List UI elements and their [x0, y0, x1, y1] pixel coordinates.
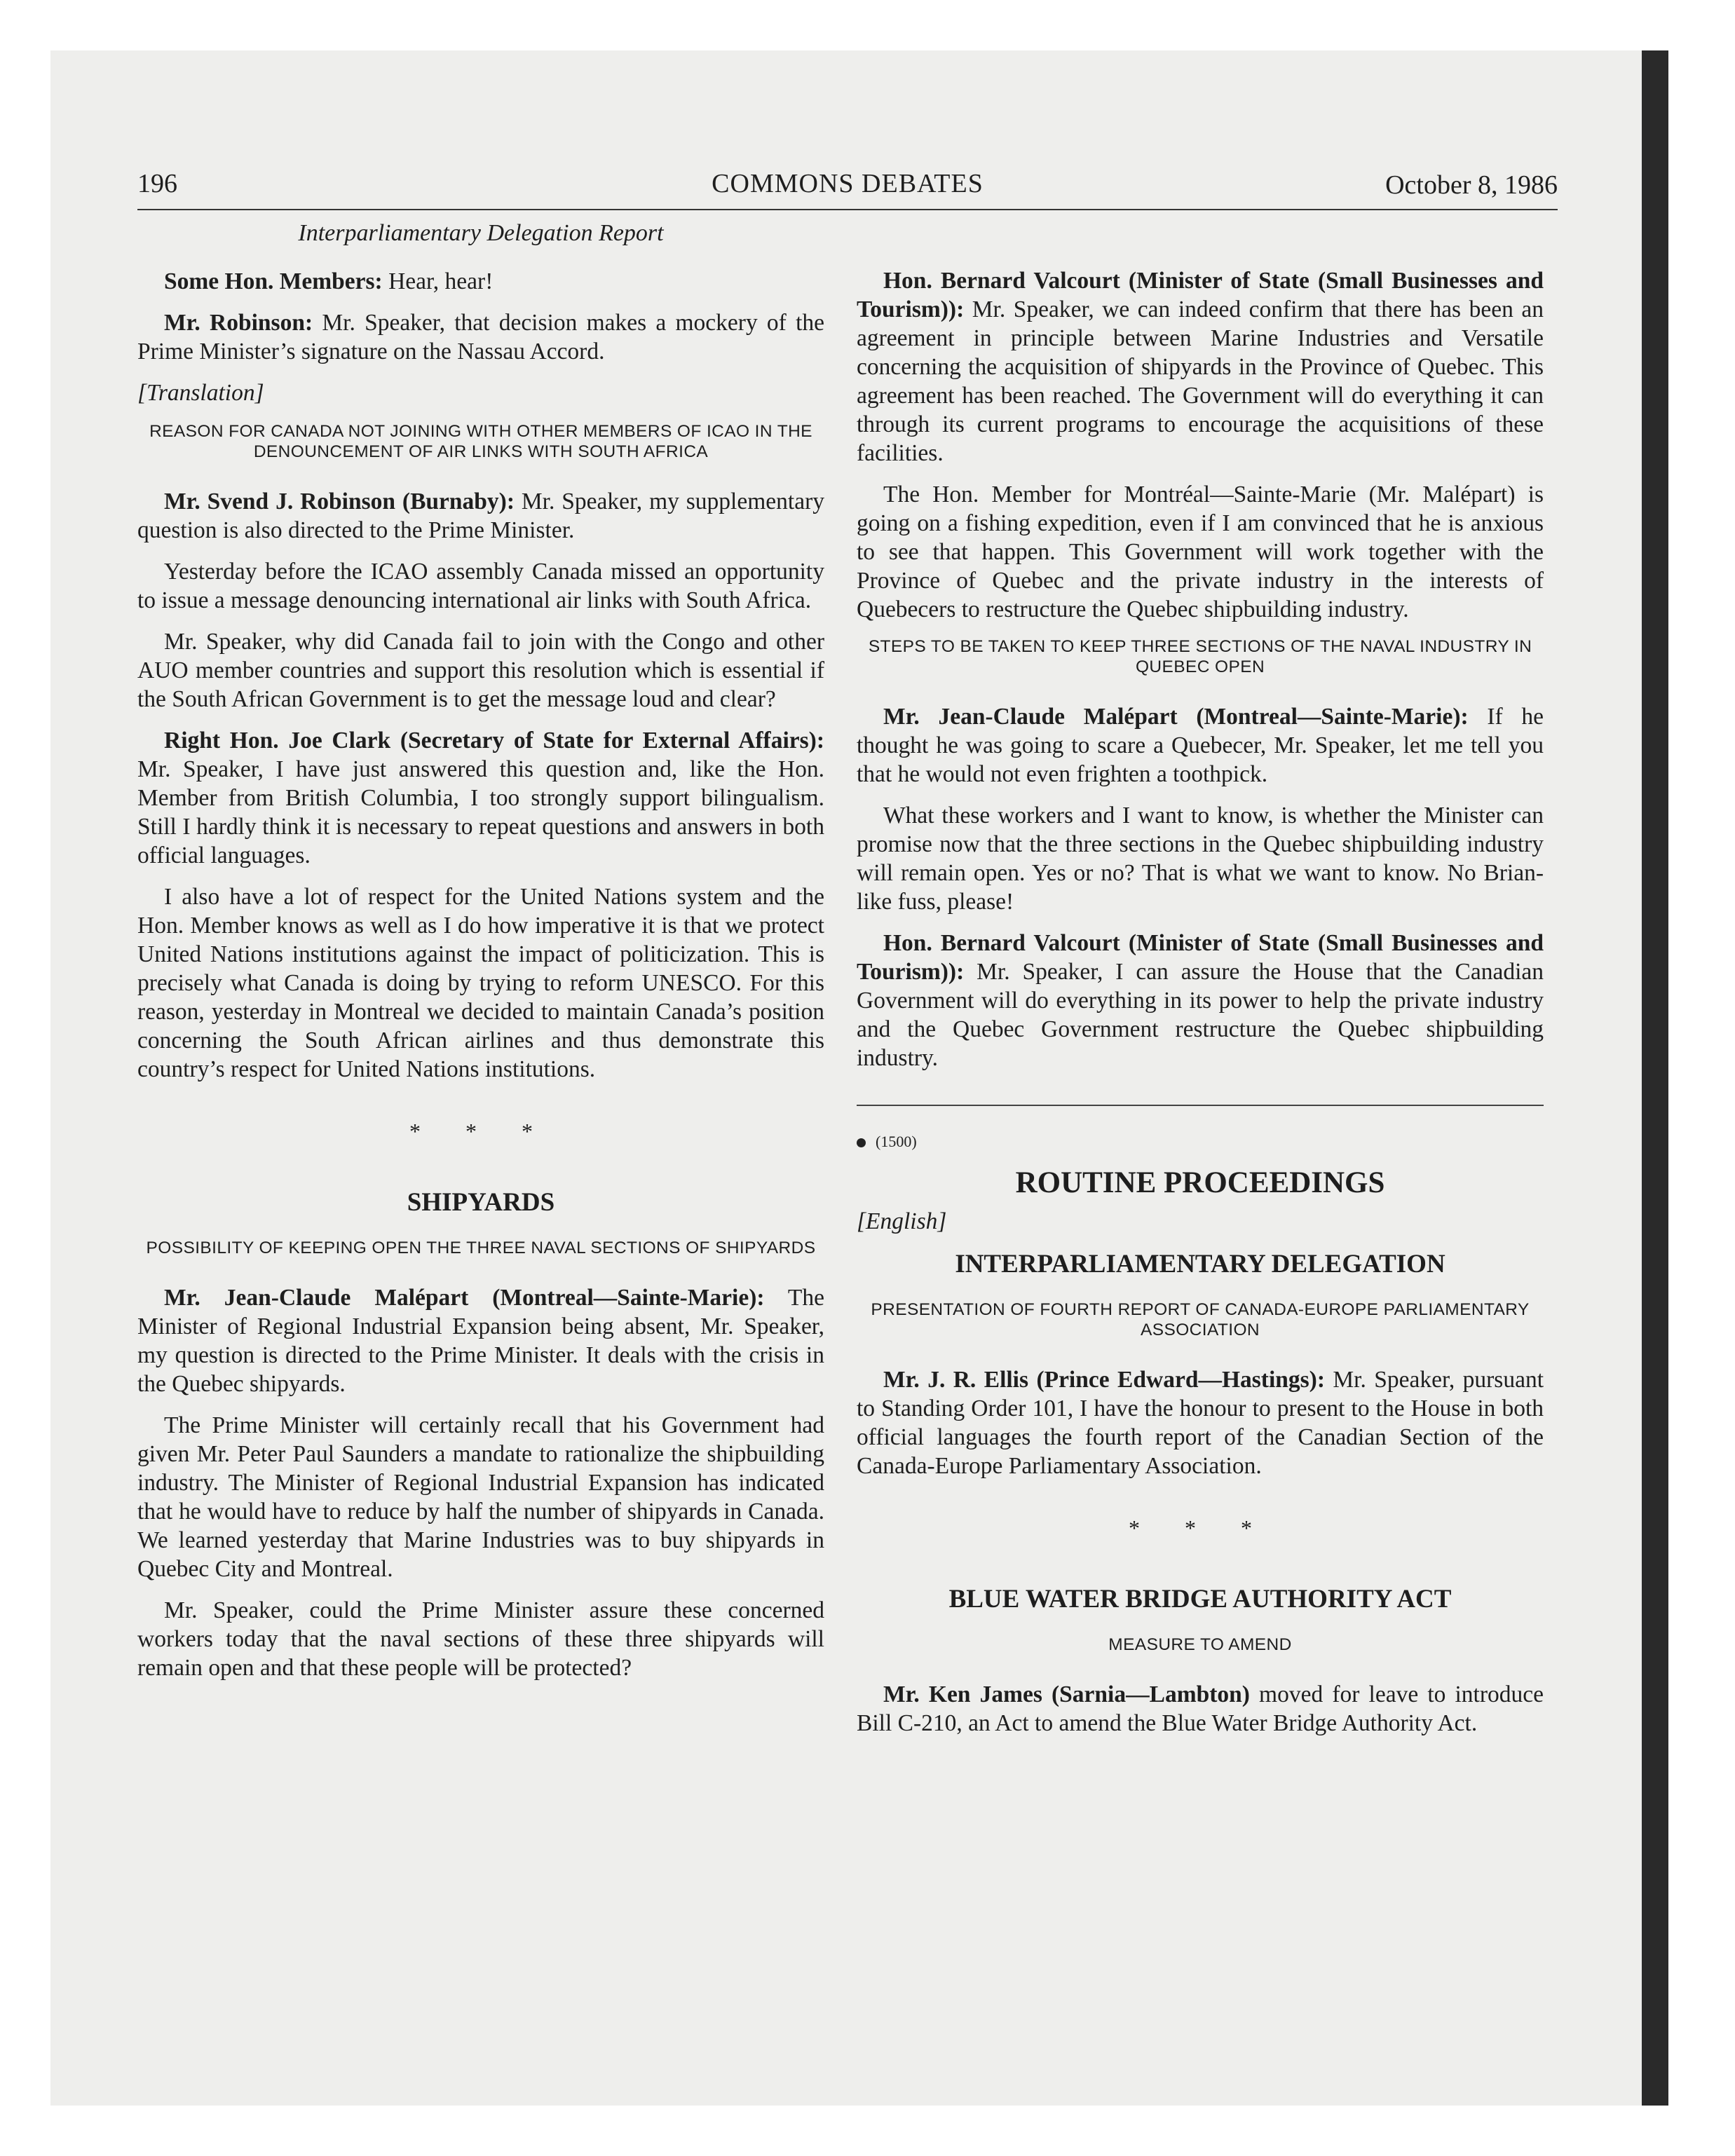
paragraph: Mr. J. R. Ellis (Prince Edward—Hastings): Mr. Speaker, pursuant to Standing Order 101, I have the honour to present to the House in both official languages the fourth report of the Canadian Section of the Canada-Europe Parliamentary Association.	[857, 1367, 1544, 1479]
page-date: October 8, 1986	[1385, 170, 1558, 200]
section-heading: BLUE WATER BRIDGE AUTHORITY ACT	[948, 1585, 1452, 1613]
bullet-icon	[857, 1138, 866, 1147]
subheading: STEPS TO BE TAKEN TO KEEP THREE SECTIONS OF THE NAVAL INDUSTRY IN QUEBEC OPEN	[868, 637, 1532, 676]
translation-tag: [Translation]	[137, 380, 264, 406]
running-head: Interparliamentary Delegation Report	[298, 220, 664, 246]
subheading: MEASURE TO AMEND	[1108, 1635, 1292, 1654]
scan-edge-bar	[1642, 50, 1668, 2106]
speaker-name: Hon. Bernard Valcourt (Minister of State (Small Businesses and Tourism)):	[857, 930, 1544, 985]
paragraph: The Hon. Member for Montréal—Sainte-Marie (Mr. Malépart) is going on a fishing expedition, even if I am convinced that he is anxious to see that happen. This Government will work together with the Province of Quebec and the private industry in the interests of Quebecers to restructure the Quebec shipbuilding industry.	[857, 482, 1544, 622]
speaker-name: Mr. Jean-Claude Malépart (Montreal—Sainte-Marie):	[164, 1285, 765, 1311]
paragraph: Hon. Bernard Valcourt (Minister of State (Small Businesses and Tourism)): Mr. Speaker, I can assure the House that the Canadian Government will do everything in its power to help the private industry and the Quebec Government restructure the Quebec shipbuilding industry.	[857, 930, 1544, 1071]
journal-title: COMMONS DEBATES	[712, 169, 984, 198]
paragraph: Right Hon. Joe Clark (Secretary of State for External Affairs): Mr. Speaker, I have just answered this question and, like the Hon. Member from British Columbia, I too strongly support bilingualism. Still I hardly think it is necessary to repeat questions and answers in both official languages.	[137, 728, 824, 868]
section-separator: * * *	[409, 1119, 552, 1144]
paragraph: What these workers and I want to know, is whether the Minister can promise now that the three sections in the Quebec shipbuilding industry will remain open. Yes or no? That is what we want to know. No Brian-like fuss, please!	[857, 803, 1544, 915]
left-column	[137, 219, 824, 1695]
speaker-name: Right Hon. Joe Clark (Secretary of State for External Affairs):	[164, 728, 824, 753]
speaker-name: Mr. Robinson:	[164, 310, 313, 336]
paragraph: Yesterday before the ICAO assembly Canada missed an opportunity to issue a message denouncing international air links with South Africa.	[137, 559, 824, 613]
language-tag: [English]	[857, 1208, 947, 1234]
speaker-name: Mr. Svend J. Robinson (Burnaby):	[164, 489, 515, 514]
subheading: REASON FOR CANADA NOT JOINING WITH OTHER MEMBERS OF ICAO IN THE DENOUNCEMENT OF AIR LINKS WITH SOUTH AFRICA	[149, 422, 812, 461]
divider-rule	[857, 1105, 1544, 1106]
speaker-name: Some Hon. Members:	[164, 268, 383, 294]
paragraph: Some Hon. Members: Hear, hear!	[164, 268, 494, 294]
speaker-name: Mr. Ken James (Sarnia—Lambton)	[883, 1681, 1250, 1707]
paragraph: Mr. Jean-Claude Malépart (Montreal—Sainte-Marie): If he thought he was going to scare a Quebecer, Mr. Speaker, let me tell you that he would not even frighten a toothpick.	[857, 704, 1544, 787]
section-separator: * * *	[1129, 1515, 1272, 1541]
subheading: POSSIBILITY OF KEEPING OPEN THE THREE NAVAL SECTIONS OF SHIPYARDS	[146, 1239, 816, 1257]
speaker-name: Mr. J. R. Ellis (Prince Edward—Hastings):	[883, 1367, 1325, 1393]
section-heading: INTERPARLIAMENTARY DELEGATION	[955, 1250, 1445, 1278]
paragraph: Mr. Robinson: Mr. Speaker, that decision makes a mockery of the Prime Minister’s signature on the Nassau Accord.	[137, 310, 825, 364]
section-heading-major: ROUTINE PROCEEDINGS	[1015, 1166, 1385, 1199]
paragraph: The Prime Minister will certainly recall that his Government had given Mr. Peter Paul Saunders a mandate to rationalize the shipbuilding industry. The Minister of Regional Industrial Expansion has indicated that he would have to reduce by half the number of shipyards in Canada. We learned yesterday that Marine Industries was to buy shipyards in Quebec City and Montreal.	[137, 1412, 824, 1582]
speaker-name: Mr. Jean-Claude Malépart (Montreal—Sainte-Marie):	[883, 704, 1469, 730]
timestamp: (1500)	[857, 1127, 1544, 1156]
paragraph: Hon. Bernard Valcourt (Minister of State (Small Businesses and Tourism)): Mr. Speaker, we can indeed confirm that there has been an agreement in principle between Marine Industries and Versatile concerning the acquisition of shipyards in the Province of Quebec. This agreement has been reached. The Government will do everything it can through its current programs to encourage the acquisitions of these facilities.	[857, 268, 1544, 466]
paragraph: Mr. Speaker, could the Prime Minister assure these concerned workers today that the naval sections of these three shipyards will remain open and that these people will be protected?	[137, 1597, 824, 1681]
page-number: 196	[137, 169, 177, 198]
right-column	[857, 266, 1544, 1750]
paragraph: I also have a lot of respect for the United Nations system and the Hon. Member knows as well as I do how imperative it is that we protect United Nations institutions against the impact of politicization. This is precisely what Canada is doing by trying to reform UNESCO. For this reason, yesterday in Montreal we decided to maintain Canada’s position concerning the South African airlines and thus demonstrate this country’s respect for United Nations institutions.	[137, 884, 824, 1082]
page-header	[137, 168, 1558, 210]
paragraph: Mr. Jean-Claude Malépart (Montreal—Sainte-Marie): The Minister of Regional Industrial Expansion being absent, Mr. Speaker, my question is directed to the Prime Minister. It deals with the crisis in the Quebec shipyards.	[137, 1285, 824, 1397]
subheading: PRESENTATION OF FOURTH REPORT OF CANADA-EUROPE PARLIAMENTARY ASSOCIATION	[871, 1300, 1530, 1339]
paragraph: Mr. Svend J. Robinson (Burnaby): Mr. Speaker, my supplementary question is also directed to the Prime Minister.	[137, 489, 824, 543]
speaker-name: Hon. Bernard Valcourt (Minister of State (Small Businesses and Tourism)):	[857, 268, 1544, 322]
paragraph: Mr. Ken James (Sarnia—Lambton) moved for leave to introduce Bill C-210, an Act to amend the Blue Water Bridge Authority Act.	[857, 1681, 1544, 1736]
section-heading: SHIPYARDS	[407, 1188, 555, 1217]
paragraph: Mr. Speaker, why did Canada fail to join with the Congo and other AUO member countries and support this resolution which is essential if the South African Government is to get the message loud and clear?	[137, 629, 824, 712]
